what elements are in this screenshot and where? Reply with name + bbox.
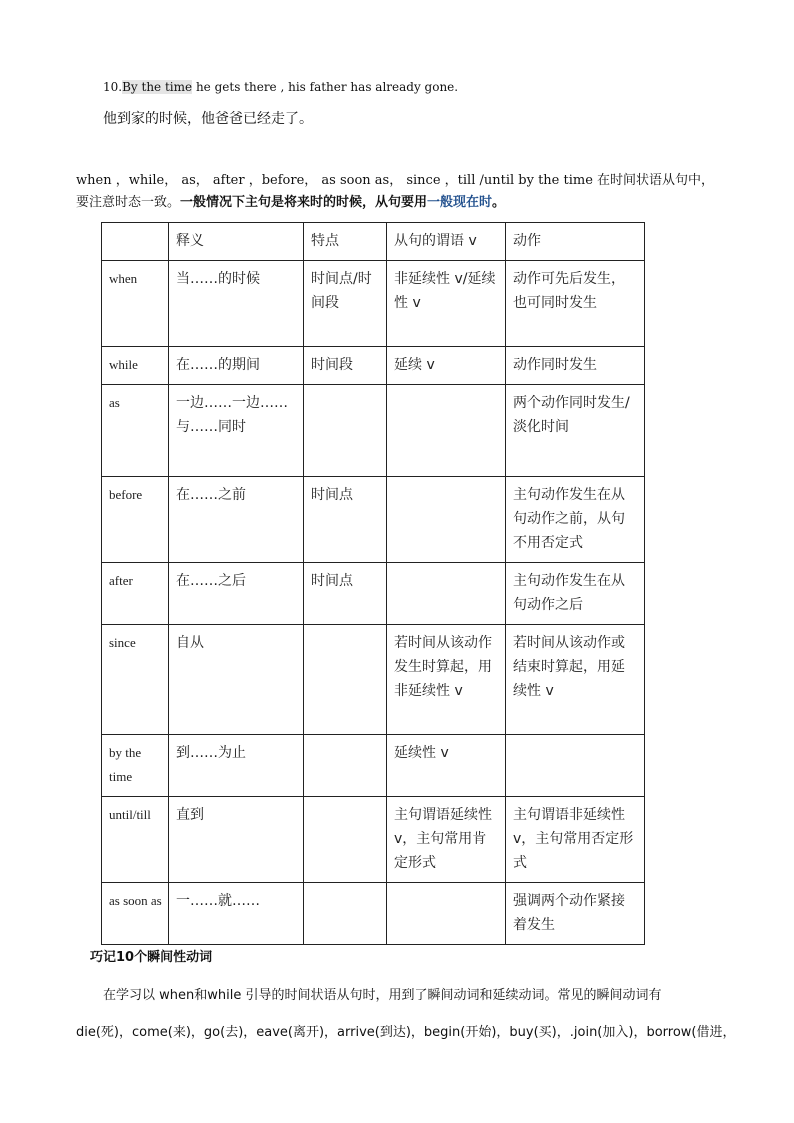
highlighted-phrase: By the time bbox=[122, 80, 193, 94]
conjunction-table bbox=[101, 222, 645, 945]
example-number: 10. bbox=[103, 80, 123, 94]
header-meaning: 释义 bbox=[169, 223, 304, 261]
cell-clause-verb bbox=[387, 385, 506, 477]
cell-word: as bbox=[102, 385, 169, 477]
cell-action: 两个动作同时发生/淡化时间 bbox=[506, 385, 645, 477]
table-row bbox=[102, 797, 645, 883]
cell-meaning: 直到 bbox=[169, 797, 304, 883]
table-row bbox=[102, 625, 645, 735]
example-translation: 他到家的时候，他爸爸已经走了。 bbox=[103, 111, 313, 127]
cell-word: by the time bbox=[102, 735, 169, 797]
intro-note: 在时间状语从句中，要注意时态一致。 bbox=[76, 173, 715, 210]
cell-feature: 时间点 bbox=[304, 477, 387, 563]
verb-examples-line: die(死)，come(来)，go(去)，eave(离开)，arrive(到达)，begin(开始)，buy(买)，.join(加入)，borrow(借进， bbox=[76, 1025, 736, 1040]
header-action: 动作 bbox=[506, 223, 645, 261]
section-title: 巧记10个瞬间性动词 bbox=[90, 950, 213, 965]
intro-paragraph bbox=[76, 170, 716, 214]
example-sentence bbox=[103, 80, 458, 94]
table-row bbox=[102, 477, 645, 563]
cell-clause-verb: 延续性 v bbox=[387, 735, 506, 797]
cell-clause-verb: 延续 v bbox=[387, 347, 506, 385]
cell-action: 主句谓语非延续性 v，主句常用否定形式 bbox=[506, 797, 645, 883]
cell-meaning: 当……的时候 bbox=[169, 261, 304, 347]
cell-feature: 时间点 bbox=[304, 563, 387, 625]
table-row bbox=[102, 563, 645, 625]
cell-meaning: 在……的期间 bbox=[169, 347, 304, 385]
header-blank bbox=[102, 223, 169, 261]
intro-rule: 一般情况下主句是将来时的时候，从句要用 bbox=[180, 195, 428, 210]
cell-word: until/till bbox=[102, 797, 169, 883]
cell-word: as soon as bbox=[102, 883, 169, 945]
cell-meaning: 一边……一边…… 与……同时 bbox=[169, 385, 304, 477]
cell-clause-verb bbox=[387, 563, 506, 625]
cell-action: 主句动作发生在从句动作之前，从句不用否定式 bbox=[506, 477, 645, 563]
cell-meaning: 自从 bbox=[169, 625, 304, 735]
cell-feature bbox=[304, 735, 387, 797]
cell-meaning: 在……之后 bbox=[169, 563, 304, 625]
table-row bbox=[102, 385, 645, 477]
cell-word: before bbox=[102, 477, 169, 563]
table-row bbox=[102, 883, 645, 945]
cell-feature: 时间点/时间段 bbox=[304, 261, 387, 347]
header-clause-verb: 从句的谓语 v bbox=[387, 223, 506, 261]
cell-feature: 时间段 bbox=[304, 347, 387, 385]
cell-meaning: 在……之前 bbox=[169, 477, 304, 563]
cell-clause-verb: 非延续性 v/延续性 v bbox=[387, 261, 506, 347]
cell-word: since bbox=[102, 625, 169, 735]
cell-action: 主句动作发生在从句动作之后 bbox=[506, 563, 645, 625]
cell-clause-verb: 若时间从该动作发生时算起，用非延续性 v bbox=[387, 625, 506, 735]
cell-feature bbox=[304, 625, 387, 735]
cell-clause-verb bbox=[387, 883, 506, 945]
cell-feature bbox=[304, 797, 387, 883]
table-row bbox=[102, 261, 645, 347]
cell-word: when bbox=[102, 261, 169, 347]
cell-action bbox=[506, 735, 645, 797]
table-header-row bbox=[102, 223, 645, 261]
cell-word: while bbox=[102, 347, 169, 385]
conjunction-list: when ，while， as， after ，before， as soon as， since ，till /until by the time bbox=[76, 173, 598, 188]
cell-clause-verb bbox=[387, 477, 506, 563]
table-row bbox=[102, 347, 645, 385]
cell-word: after bbox=[102, 563, 169, 625]
intro-end: 。 bbox=[492, 195, 506, 210]
cell-feature bbox=[304, 883, 387, 945]
header-feature: 特点 bbox=[304, 223, 387, 261]
cell-meaning: 一……就…… bbox=[169, 883, 304, 945]
cell-action: 动作同时发生 bbox=[506, 347, 645, 385]
cell-action: 强调两个动作紧接着发生 bbox=[506, 883, 645, 945]
cell-action: 若时间从该动作或结束时算起，用延续性 v bbox=[506, 625, 645, 735]
cell-action: 动作可先后发生，也可同时发生 bbox=[506, 261, 645, 347]
section-paragraph: 在学习以 when和while 引导的时间状语从句时，用到了瞬间动词和延续动词。常见的瞬间动词有 bbox=[103, 988, 662, 1003]
cell-feature bbox=[304, 385, 387, 477]
example-rest: he gets there , his father has already gone. bbox=[192, 80, 459, 94]
cell-clause-verb: 主句谓语延续性 v，主句常用肯定形式 bbox=[387, 797, 506, 883]
cell-meaning: 到……为止 bbox=[169, 735, 304, 797]
intro-rule-highlight: 一般现在时 bbox=[427, 195, 493, 210]
table-row bbox=[102, 735, 645, 797]
